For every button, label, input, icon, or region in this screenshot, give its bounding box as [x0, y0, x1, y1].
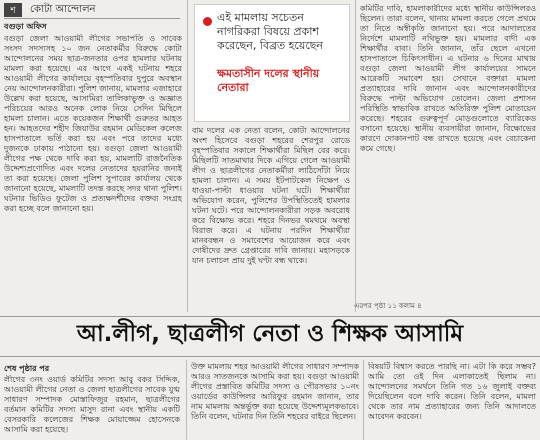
- pull-quote-highlight: ক্ষমতাসীন দলের স্থানীয় নেতারা: [217, 67, 320, 94]
- pull-quote-text: এই মামলায় সচেতন নাগরিকরা বিষয়ে প্রকাশ করেছেন, বিব্রত হয়েছেন: [217, 11, 323, 52]
- section-tag-title: কোটা আন্দোলন: [30, 3, 96, 15]
- top-story-column-2: বাম দলের এক নেতা বলেন, কোটা আন্দোলনের অংশ হিসেবে বগুড়া শহরের শেরপুর রোডে বৃহস্পতিবার সকালে শিক্ষার্থীরা মিছিল বের করে। মিছিলটি সাতমাথার দিকে এগিয়ে গেলে আওয়ামী লীগ ও ছাত্রলীগের নেতাকর্মীরা লাঠিসোঁটা নিয়ে হামলা চালান। এ সময় ইটপাটকেল নিক্ষেপ ও ধাওয়া-পাল্টা ধাওয়ার ঘটনা ঘটে। শিক্ষার্থীরা অভিযোগ করেন, পুলিশের উপস্থিতিতেই হামলার ঘটনা ঘটে। পরে আন্দোলনকারীরা সড়ক অবরোধ করে বিক্ষোভ করে। শহরে দিনভর থমথমে অবস্থা বিরাজ করে। এ ঘটনায় পরদিন শিক্ষার্থীরা মানববন্ধন ও সমাবেশের আয়োজন করে এবং দোষীদের দ্রুত গ্রেপ্তারের দাবি জানায়। মহাসড়কে যান চলাচল প্রায় দুই ঘণ্টা বন্ধ থাকে।: [192, 126, 350, 265]
- column-rule-3: [186, 360, 187, 440]
- bullet-dot-icon: [203, 17, 212, 26]
- continued-from-note: শেষ পৃষ্ঠার পর: [4, 364, 50, 373]
- story-divider: [0, 316, 540, 317]
- second-story-column-2: উক্ত মামলায় শহর আওয়ামী লীগের সাধারণ সম্পাদক আরও সাতজনকে আসামি করা হয়। বগুড়া আওয়ামী লীগের প্রস্তাবিত কমিটির সদস্য ও পৌরসভার ১০নং ওয়ার্ডের কাউন্সিলর আরিফুর রহমান জানান, তার নাম মামলায় অন্তর্ভুক্ত করা হয়েছে উদ্দেশ্যমূলকভাবে। তিনি বলেন, ঘটনার দিন তিনি শহরের বাইরে ছিলেন।: [191, 362, 359, 421]
- column-rule-2: [355, 0, 356, 312]
- second-story-column-1: লীগের ৩নং ওয়ার্ড কমিটির সদস্য আবু বকর সিদ্দিক, আওয়ামী লীগের নেতা ও জেলা ছাত্রলীগের সাবেক যুগ্ম সাধারণ সম্পাদক মোস্তাফিজুর রহমান, ছাত্রলীগের বর্তমান কমিটির সদস্য মাসুদ রানা এবং স্থানীয় একটি বেসরকারি কলেজের শিক্ষক মোয়াজ্জেম হোসেনকে আসামি করা হয়েছে।: [4, 375, 180, 434]
- headline-underline: [0, 356, 540, 357]
- column-rule-4: [363, 360, 364, 440]
- section-tag: [4, 2, 96, 18]
- pull-quote: [194, 4, 350, 122]
- second-story-headline: আ.লীগ, ছাত্রলীগ নেতা ও শিক্ষক আসামি: [76, 321, 464, 347]
- continued-on-note: এরপর পৃষ্ঠা ১১ কলাম ৪: [354, 302, 422, 310]
- section-tag-mark: শ: [4, 3, 22, 17]
- second-story-column-3: বিষয়টি বিশ্বাস করতে পারছি না। এটা কি করে সম্ভব? আমি তো ওই দিন এলাকাতেই ছিলাম না। আন্দোলনের সমর্থনে তিনি গত ১৬ জুলাই বক্তব্য দিয়েছিলেন বলে দাবি করেন। তিনি বলেন, মামলা থেকে তার নাম প্রত্যাহারের জন্য তিনি আদালতে আবেদন করবেন।: [368, 362, 536, 421]
- section-tag-rule: [4, 18, 180, 19]
- column-rule-1: [187, 0, 188, 312]
- top-story-column-1: বগুড়া জেলা আওয়ামী লীগের সভাপতি ও সাবেক সংসদ সদস্যসহ ১০ জন নেতাকর্মীর বিরুদ্ধে কোটা আন্দোলনের সময় ছাত্র-জনতার ওপর হামলার ঘটনায় মামলা করা হয়েছে। এর আগে একই ঘটনায় শহরে আওয়ামী লীগের কার্যালয়ে বৃহস্পতিবার দুপুরে অবস্থান নেয় আন্দোলনকারীরা। পুলিশ জানায়, মামলার এজাহারে উল্লেখ করা হয়েছে, আসামিরা তালিকাভুক্ত ও অজ্ঞাত পরিচয়ের আরও অনেক লোক নিয়ে সেদিন মিছিলে হামলা চালান। এতে কয়েকজন শিক্ষার্থী গুরুতর আহত হন। আহতদের শহীদ জিয়াউর রহমান মেডিকেল কলেজ হাসপাতালে ভর্তি করা হয় এবং পরে তাদের মধ্যে দুজনকে ঢাকায় পাঠানো হয়। বগুড়া জেলা আওয়ামী লীগের পক্ষ থেকে দাবি করা হয়, মামলাটি রাজনৈতিক উদ্দেশ্যপ্রণোদিত এবং দলের নেতাদের হয়রানির জন্যই তা করা হয়েছে। জেলা পুলিশ সুপারের কার্যালয় থেকে জানানো হয়েছে, মামলাটি তদন্ত করছে সদর থানা পুলিশ। ঘটনার ভিডিও ফুটেজ ও প্রত্যক্ষদর্শীদের বক্তব্য সংগ্রহ করা হচ্ছে বলে জানানো হয়।: [4, 34, 182, 213]
- dateline: বগুড়া অফিস: [4, 22, 47, 31]
- top-story-column-3: কমিটির দাবি, হামলাকারীদের মধ্যে স্থানীয় কাউন্সিলরও ছিলেন। তারা বলেন, থানায় মামলা করতে গেলে প্রথমে তা নিতে অস্বীকৃতি জানানো হয়। পরে আদালতের নির্দেশে মামলাটি নথিভুক্ত হয়। মামলার বাদী এক শিক্ষার্থীর বাবা। তিনি জানান, তাঁর ছেলে এখনো হাসপাতালে চিকিৎসাধীন। এ ঘটনার ৬ দিনের মাথায় বগুড়া জেলা আওয়ামী লীগ কার্যালয়ের সামনে আরেকটি সমাবেশ হয়। সেখানে বক্তারা মামলা প্রত্যাহারের দাবি জানান এবং আন্দোলনকারীদের বিরুদ্ধে পাল্টা অভিযোগ তোলেন। জেলা প্রশাসন পরিস্থিতি স্বাভাবিক রাখতে অতিরিক্ত পুলিশ মোতায়েন করেছে। শহরের গুরুত্বপূর্ণ মোড়গুলোতে ব্যারিকেড বসানো হয়েছে। স্থানীয় ব্যবসায়ীরা জানান, বিক্ষোভের কারণে দোকানপাট বন্ধ রাখতে হয়েছে এবং বেচাকেনা কমে গেছে।: [360, 4, 536, 153]
